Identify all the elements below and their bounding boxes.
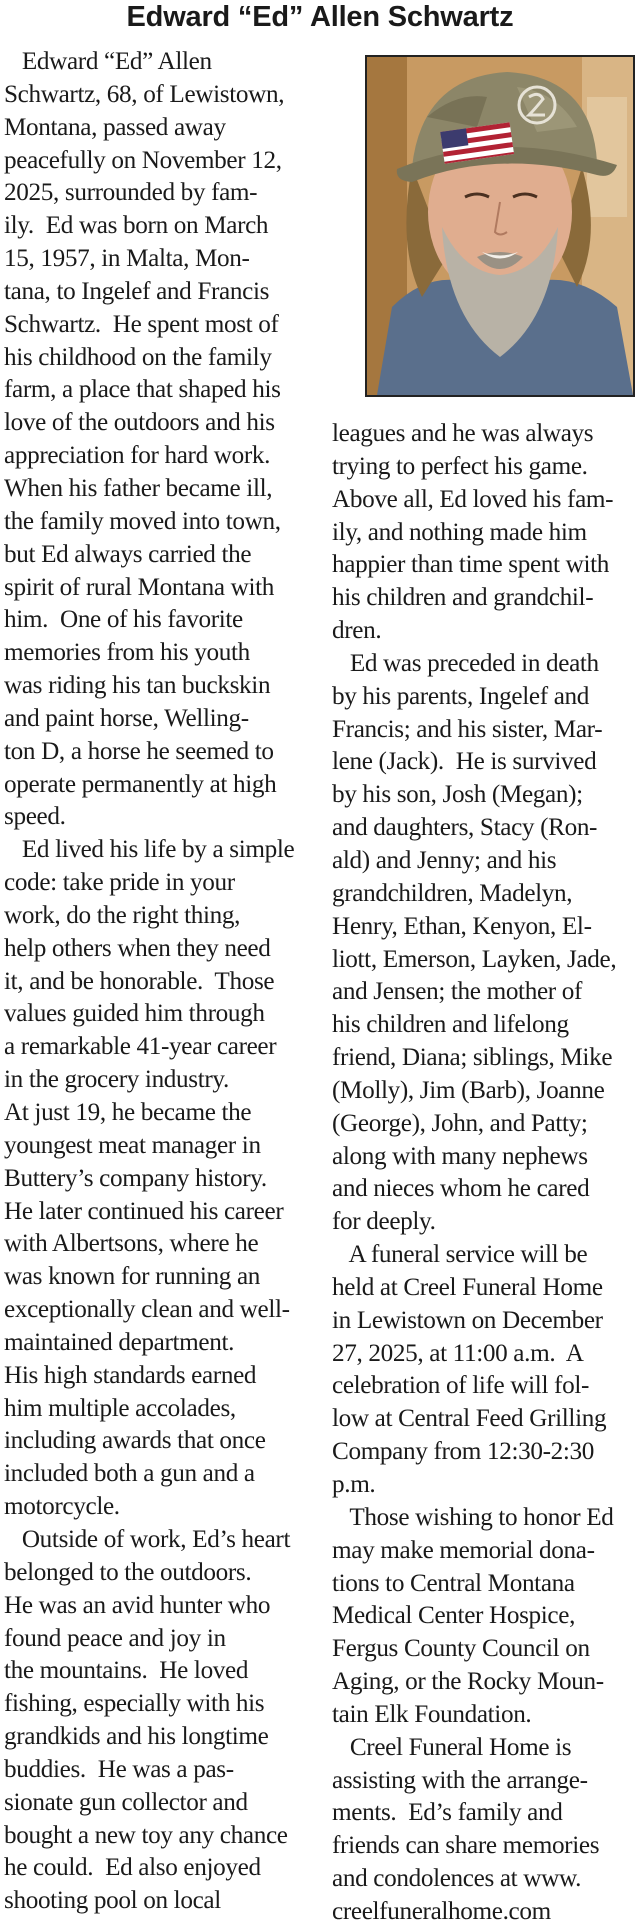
text-line: ily, and nothing made him bbox=[332, 518, 587, 546]
text-line: dren. bbox=[332, 617, 382, 645]
text-line: A funeral service will be bbox=[332, 1241, 588, 1269]
text-line: 2025, surrounded by fam- bbox=[4, 179, 258, 207]
text-line: buddies. He was a pas- bbox=[4, 1755, 234, 1783]
text-line: values guided him through bbox=[4, 1000, 265, 1028]
text-line: youngest meat manager in bbox=[4, 1131, 261, 1159]
text-line: was known for running an bbox=[4, 1263, 261, 1291]
text-line: Montana, passed away bbox=[4, 113, 226, 141]
text-line: grandchildren, Madelyn, bbox=[332, 879, 573, 907]
text-line: Edward “Ed” Allen bbox=[4, 48, 212, 75]
text-line: found peace and joy in bbox=[4, 1624, 226, 1652]
text-line: (George), John, and Patty; bbox=[332, 1109, 588, 1137]
text-line: Ed was preceded in death bbox=[332, 649, 599, 677]
text-line: maintained department. bbox=[4, 1328, 235, 1356]
text-line: held at Creel Funeral Home bbox=[332, 1273, 603, 1301]
text-line: along with many nephews bbox=[332, 1142, 588, 1170]
text-line: friend, Diana; siblings, Mike bbox=[332, 1044, 613, 1072]
text-line: farm, a place that shaped his bbox=[4, 376, 281, 404]
text-line: his children and lifelong bbox=[332, 1011, 569, 1039]
obituary-title: Edward “Ed” Allen Schwartz bbox=[126, 1, 514, 33]
left-column-text bbox=[4, 46, 316, 1918]
text-line: Fergus County Council on bbox=[332, 1635, 590, 1663]
text-line: including awards that once bbox=[4, 1427, 266, 1455]
text-line: in Lewistown on December bbox=[332, 1306, 603, 1334]
text-line: tana, to Ingelef and Francis bbox=[4, 277, 270, 305]
text-line: liott, Emerson, Layken, Jade, bbox=[332, 945, 617, 973]
text-line: Buttery’s company history. bbox=[4, 1164, 267, 1192]
text-line: ily. Ed was born on March bbox=[4, 212, 269, 240]
text-line: creelfuneralhome.com bbox=[332, 1897, 551, 1925]
text-line: speed. bbox=[4, 803, 66, 831]
text-line: exceptionally clean and well- bbox=[4, 1296, 290, 1324]
text-line: He later continued his career bbox=[4, 1197, 284, 1225]
text-line: Medical Center Hospice, bbox=[332, 1602, 576, 1630]
text-line: spirit of rural Montana with bbox=[4, 573, 275, 601]
text-line: ments. Ed’s family and bbox=[332, 1799, 563, 1827]
text-line: shooting pool on local bbox=[4, 1887, 221, 1915]
text-line: code: take pride in your bbox=[4, 869, 235, 897]
text-line: operate permanently at high bbox=[4, 770, 277, 798]
text-line: by his son, Josh (Megan); bbox=[332, 781, 583, 809]
text-line: trying to perfect his game. bbox=[332, 452, 588, 480]
text-line: the family moved into town, bbox=[4, 507, 281, 535]
text-line: Ed lived his life by a simple bbox=[4, 836, 295, 864]
text-line: He was an avid hunter who bbox=[4, 1591, 271, 1619]
text-line: memories from his youth bbox=[4, 639, 250, 667]
text-line: Those wishing to honor Ed bbox=[332, 1503, 614, 1531]
text-line: fishing, especially with his bbox=[4, 1690, 265, 1718]
portrait-illustration bbox=[367, 57, 633, 395]
text-line: bought a new toy any chance bbox=[4, 1821, 288, 1849]
text-line: Above all, Ed loved his fam- bbox=[332, 485, 614, 513]
right-column-text bbox=[332, 418, 638, 1929]
text-line: His high standards earned bbox=[4, 1361, 257, 1389]
text-line: work, do the right thing, bbox=[4, 901, 241, 929]
text-line: appreciation for hard work. bbox=[4, 442, 271, 470]
text-line: belonged to the outdoors. bbox=[4, 1558, 252, 1586]
text-line: love of the outdoors and his bbox=[4, 409, 275, 437]
text-line: with Albertsons, where he bbox=[4, 1230, 259, 1258]
text-line: and daughters, Stacy (Ron- bbox=[332, 814, 598, 842]
text-line: motorcycle. bbox=[4, 1493, 120, 1521]
text-line: his childhood on the family bbox=[4, 343, 272, 371]
text-line: Henry, Ethan, Kenyon, El- bbox=[332, 912, 592, 940]
text-line: ald) and Jenny; and his bbox=[332, 846, 557, 874]
text-line: peacefully on November 12, bbox=[4, 146, 282, 174]
text-line: lene (Jack). He is survived bbox=[332, 748, 597, 776]
text-line: tions to Central Montana bbox=[332, 1569, 575, 1597]
text-line: by his parents, Ingelef and bbox=[332, 682, 590, 710]
text-line: 27, 2025, at 11:00 a.m. A bbox=[332, 1339, 584, 1367]
text-line: and nieces whom he cared bbox=[332, 1175, 590, 1203]
text-line: his children and grandchil- bbox=[332, 584, 594, 612]
text-line: Outside of work, Ed’s heart bbox=[4, 1525, 291, 1553]
text-line: may make memorial dona- bbox=[332, 1536, 595, 1564]
text-line: it, and be honorable. Those bbox=[4, 967, 275, 995]
text-line: Company from 12:30-2:30 bbox=[332, 1438, 594, 1466]
text-line: the mountains. He loved bbox=[4, 1657, 249, 1685]
text-line: ton D, a horse he seemed to bbox=[4, 737, 274, 765]
text-line: he could. Ed also enjoyed bbox=[4, 1854, 261, 1882]
text-line: When his father became ill, bbox=[4, 474, 273, 502]
portrait-photo bbox=[365, 55, 635, 397]
text-line: 15, 1957, in Malta, Mon- bbox=[4, 245, 250, 273]
text-line: in the grocery industry. bbox=[4, 1066, 229, 1094]
text-line: and condolences at www. bbox=[332, 1865, 582, 1893]
text-line: low at Central Feed Grilling bbox=[332, 1405, 607, 1433]
text-line: for deeply. bbox=[332, 1208, 436, 1236]
text-line: a remarkable 41-year career bbox=[4, 1033, 277, 1061]
text-line: and paint horse, Welling- bbox=[4, 704, 249, 732]
text-line: but Ed always carried the bbox=[4, 540, 252, 568]
text-line: (Molly), Jim (Barb), Joanne bbox=[332, 1076, 605, 1104]
text-line: leagues and he was always bbox=[332, 420, 594, 447]
text-line: happier than time spent with bbox=[332, 551, 609, 579]
text-line: grandkids and his longtime bbox=[4, 1723, 269, 1751]
text-line: Schwartz. He spent most of bbox=[4, 310, 279, 338]
text-line: assisting with the arrange- bbox=[332, 1766, 588, 1794]
text-line: p.m. bbox=[332, 1471, 376, 1498]
text-line: Schwartz, 68, of Lewistown, bbox=[4, 80, 285, 108]
text-line: him multiple accolades, bbox=[4, 1394, 236, 1422]
text-line: Francis; and his sister, Mar- bbox=[332, 715, 603, 743]
text-line: Creel Funeral Home is bbox=[332, 1733, 572, 1761]
text-line: him. One of his favorite bbox=[4, 606, 243, 634]
text-line: Aging, or the Rocky Moun- bbox=[332, 1668, 604, 1696]
text-line: tain Elk Foundation. bbox=[332, 1700, 532, 1728]
text-line: help others when they need bbox=[4, 934, 271, 962]
text-line: included both a gun and a bbox=[4, 1460, 255, 1488]
text-line: and Jensen; the mother of bbox=[332, 978, 583, 1006]
text-line: At just 19, he became the bbox=[4, 1099, 252, 1126]
text-line: friends can share memories bbox=[332, 1832, 600, 1860]
text-line: was riding his tan buckskin bbox=[4, 672, 271, 700]
text-line: sionate gun collector and bbox=[4, 1788, 248, 1816]
text-line: celebration of life will fol- bbox=[332, 1372, 590, 1400]
